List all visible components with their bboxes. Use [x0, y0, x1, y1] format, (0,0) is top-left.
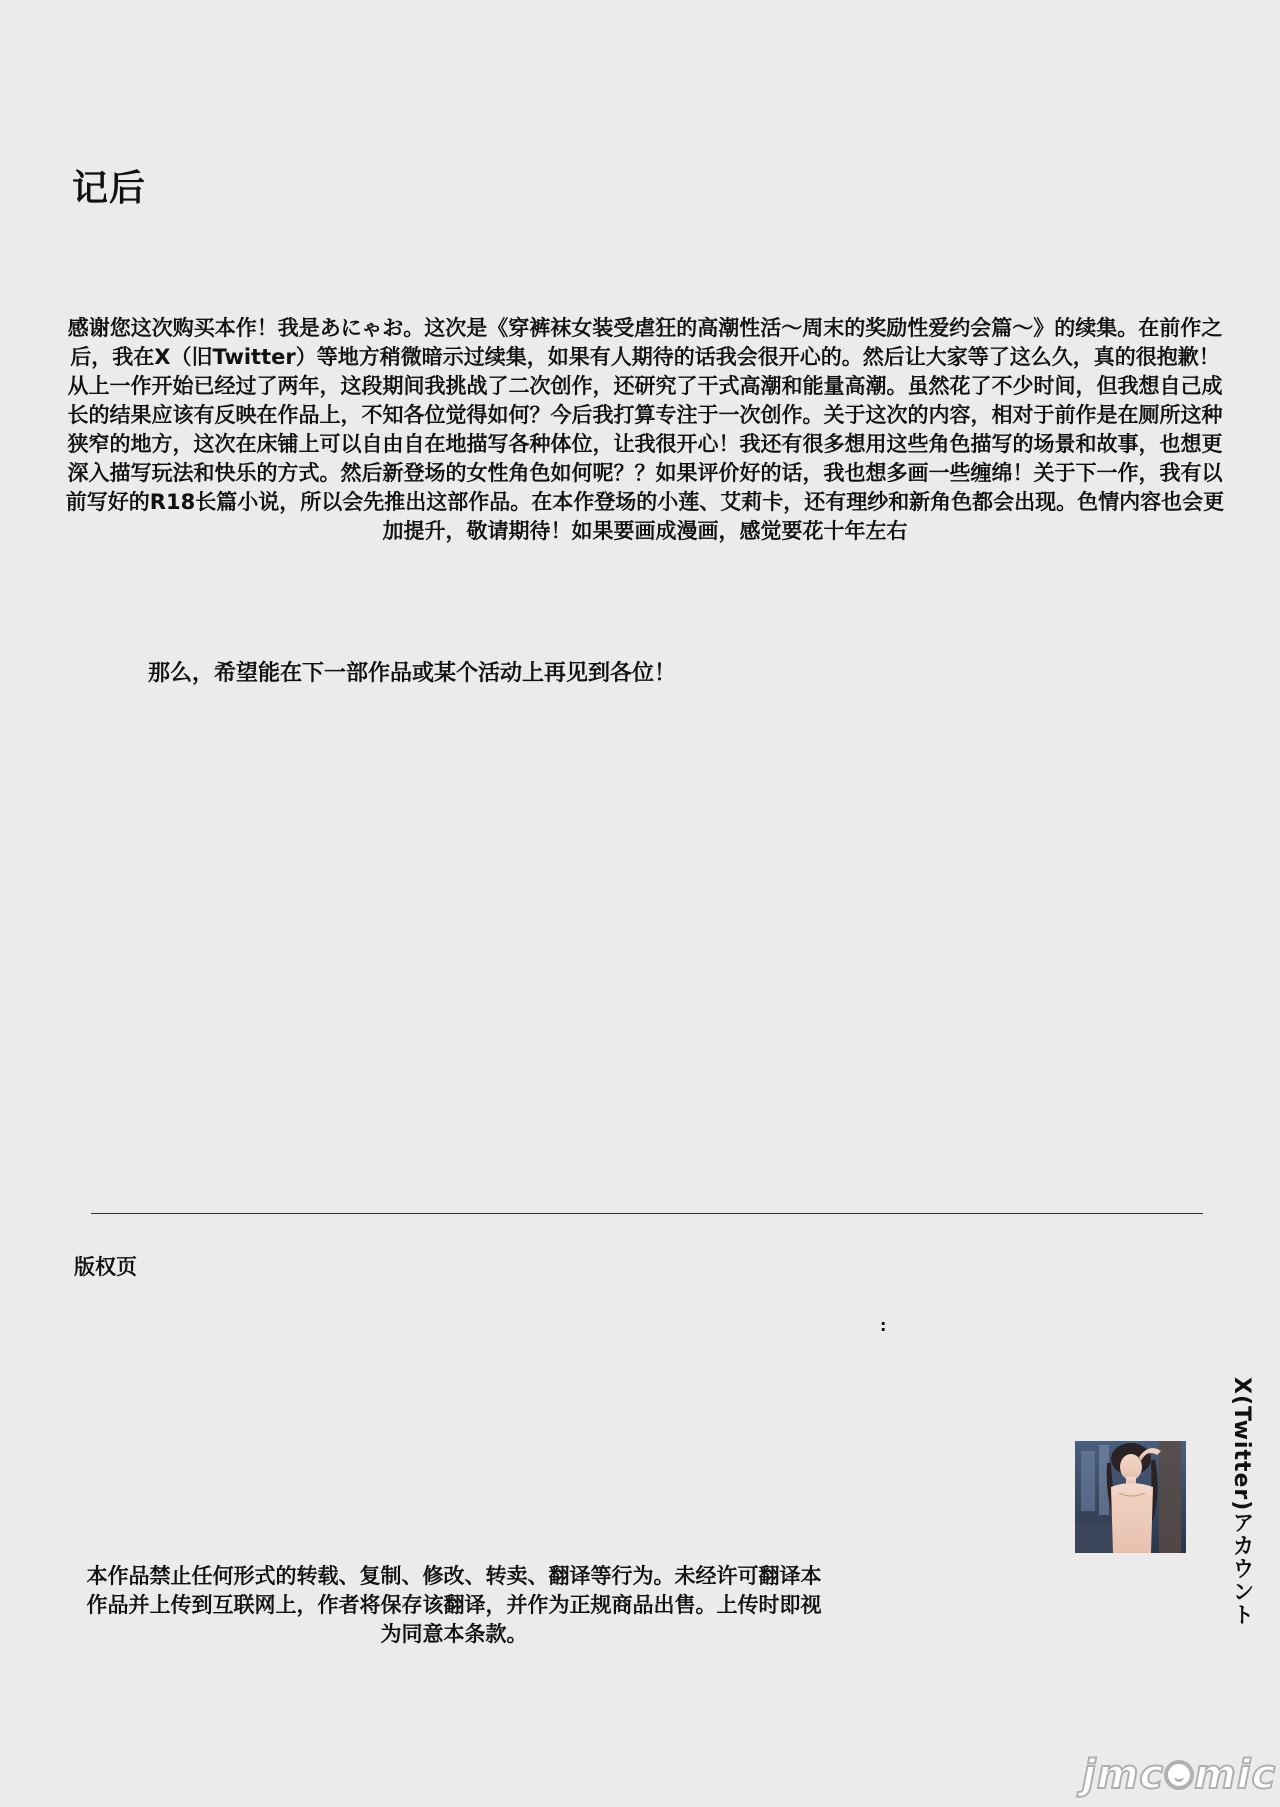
site-watermark	[1082, 1752, 1276, 1798]
avatar-image-icon	[1075, 1441, 1186, 1553]
afterword-body: 感谢您这次购买本作！我是あにゃお。这次是《穿裤袜女装受虐狂的高潮性活～周末的奖励性爱约会篇～》的续集。在前作之后，我在X（旧Twitter）等地方稍微暗示过续集，如果有人期待的话我会很开心的。然后让大家等了这么久，真的很抱歉！从上一作开始已经过了两年，这段期间我挑战了二次创作，还研究了干式高潮和能量高潮。虽然花了不少时间，但我想自己成长的结果应该有反映在作品上，不知各位觉得如何？今后我打算专注于一次创作。关于这次的内容，相对于前作是在厕所这种狭窄的地方，这次在床铺上可以自由自在地描写各种体位，让我很开心！我还有很多想用这些角色描写的场景和故事，也想更深入描写玩法和快乐的方式。然后新登场的女性角色如何呢？？如果评价好的话，我也想多画一些缠绵！关于下一作，我有以前写好的R18长篇小说，所以会先推出这部作品。在本作登场的小莲、艾莉卡，还有理纱和新角色都会出现。色情内容也会更加提升，敬请期待！如果要画成漫画，感觉要花十年左右	[65, 316, 1225, 543]
watermark-face-icon	[1164, 1760, 1194, 1790]
copyright-notice: 本作品禁止任何形式的转载、复制、修改、转卖、翻译等行为。未经许可翻译本作品并上传到互联网上，作者将保存该翻译，并作为正规商品出售。上传时即视为同意本条款。	[86, 1564, 822, 1646]
watermark-prefix: jmc	[1082, 1752, 1165, 1798]
watermark-suffix: mic	[1194, 1752, 1277, 1798]
twitter-account-label: X(Twitter)アカウント	[1229, 1377, 1254, 1627]
author-avatar	[1075, 1441, 1186, 1553]
colophon-title: 版权页	[74, 1255, 137, 1279]
farewell-message: 那么，希望能在下一部作品或某个活动上再见到各位！	[148, 661, 677, 686]
afterword-title: 记后	[72, 168, 147, 209]
stray-mark: :	[880, 1316, 887, 1335]
section-divider	[91, 1213, 1203, 1214]
